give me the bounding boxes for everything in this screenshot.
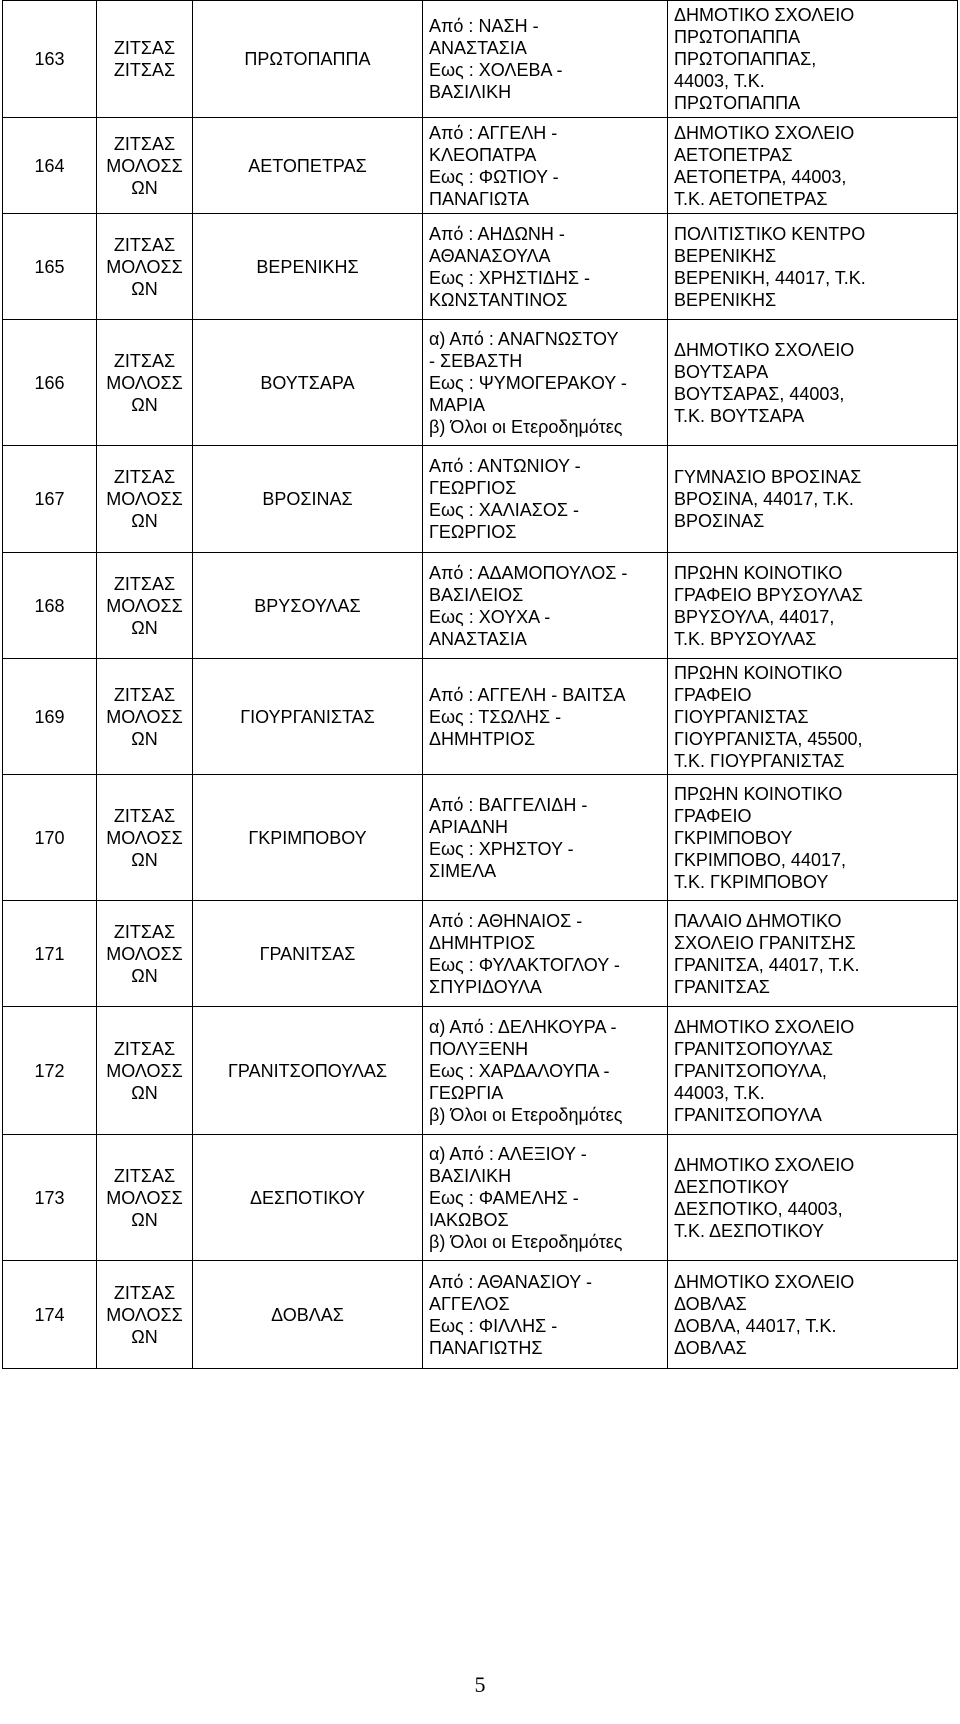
table-row [3,320,958,446]
polling-place-cell: ΠΡΩΗΝ ΚΟΙΝΟΤΙΚΟ ΓΡΑΦΕΙΟ ΓΙΟΥΡΓΑΝΙΣΤΑΣ ΓΙΟΥΡΓΑΝΙΣΤΑ, 45500, Τ.Κ. ΓΙΟΥΡΓΑΝΙΣΤΑΣ [668,659,958,775]
municipality-cell: ΖΙΤΣΑΣ ΜΟΛΟΣΣ ΩΝ [97,1261,193,1369]
table-row [3,1135,958,1261]
area-cell: ΔΕΣΠΟΤΙΚΟΥ [193,1135,423,1261]
polling-place-cell: ΔΗΜΟΤΙΚΟ ΣΧΟΛΕΙΟ ΑΕΤΟΠΕΤΡΑΣ ΑΕΤΟΠΕΤΡΑ, 44003, Τ.Κ. ΑΕΤΟΠΕΤΡΑΣ [668,118,958,214]
voter-range-cell: Από : ΑΝΤΩΝΙΟΥ - ΓΕΩΡΓΙΟΣ Εως : ΧΑΛΙΑΣΟΣ - ΓΕΩΡΓΙΟΣ [423,446,668,553]
area-cell: ΓΡΑΝΙΤΣΟΠΟΥΛΑΣ [193,1007,423,1135]
area-cell: ΔΟΒΛΑΣ [193,1261,423,1369]
station-number-cell: 170 [3,775,97,901]
polling-stations-table [2,0,958,1369]
station-number-cell: 164 [3,118,97,214]
table-row [3,659,958,775]
polling-place-cell: ΔΗΜΟΤΙΚΟ ΣΧΟΛΕΙΟ ΠΡΩΤΟΠΑΠΠΑ ΠΡΩΤΟΠΑΠΠΑΣ, 44003, Τ.Κ. ΠΡΩΤΟΠΑΠΠΑ [668,1,958,118]
table-row [3,901,958,1007]
station-number-cell: 172 [3,1007,97,1135]
station-number-cell: 169 [3,659,97,775]
municipality-cell: ΖΙΤΣΑΣ ΜΟΛΟΣΣ ΩΝ [97,775,193,901]
area-cell: ΓΚΡΙΜΠΟΒΟΥ [193,775,423,901]
municipality-cell: ΖΙΤΣΑΣ ΜΟΛΟΣΣ ΩΝ [97,659,193,775]
station-number-cell: 168 [3,553,97,659]
table-row [3,1,958,118]
polling-place-cell: ΠΟΛΙΤΙΣΤΙΚΟ ΚΕΝΤΡΟ ΒΕΡΕΝΙΚΗΣ ΒΕΡΕΝΙΚΗ, 44017, Τ.Κ. ΒΕΡΕΝΙΚΗΣ [668,214,958,320]
voter-range-cell: Από : ΑΓΓΕΛΗ - ΒΑΙΤΣΑ Εως : ΤΣΩΛΗΣ - ΔΗΜΗΤΡΙΟΣ [423,659,668,775]
polling-place-cell: ΠΡΩΗΝ ΚΟΙΝΟΤΙΚΟ ΓΡΑΦΕΙΟ ΓΚΡΙΜΠΟΒΟΥ ΓΚΡΙΜΠΟΒΟ, 44017, Τ.Κ. ΓΚΡΙΜΠΟΒΟΥ [668,775,958,901]
voter-range-cell: Από : ΑΔΑΜΟΠΟΥΛΟΣ - ΒΑΣΙΛΕΙΟΣ Εως : ΧΟΥΧΑ - ΑΝΑΣΤΑΣΙΑ [423,553,668,659]
area-cell: ΒΡΟΣΙΝΑΣ [193,446,423,553]
polling-place-cell: ΠΡΩΗΝ ΚΟΙΝΟΤΙΚΟ ΓΡΑΦΕΙΟ ΒΡΥΣΟΥΛΑΣ ΒΡΥΣΟΥΛΑ, 44017, Τ.Κ. ΒΡΥΣΟΥΛΑΣ [668,553,958,659]
area-cell: ΓΙΟΥΡΓΑΝΙΣΤΑΣ [193,659,423,775]
voter-range-cell: Από : ΑΘΑΝΑΣΙΟΥ - ΑΓΓΕΛΟΣ Εως : ΦΙΛΛΗΣ - ΠΑΝΑΓΙΩΤΗΣ [423,1261,668,1369]
municipality-cell: ΖΙΤΣΑΣ ΜΟΛΟΣΣ ΩΝ [97,446,193,553]
municipality-cell: ΖΙΤΣΑΣ ΜΟΛΟΣΣ ΩΝ [97,1007,193,1135]
table-row [3,1007,958,1135]
table-row [3,214,958,320]
station-number-cell: 163 [3,1,97,118]
municipality-cell: ΖΙΤΣΑΣ ΜΟΛΟΣΣ ΩΝ [97,118,193,214]
municipality-cell: ΖΙΤΣΑΣ ΜΟΛΟΣΣ ΩΝ [97,553,193,659]
area-cell: ΒΕΡΕΝΙΚΗΣ [193,214,423,320]
voter-range-cell: α) Από : ΑΛΕΞΙΟΥ - ΒΑΣΙΛΙΚΗ Εως : ΦΑΜΕΛΗΣ - ΙΑΚΩΒΟΣ β) Όλοι οι Ετεροδημότες [423,1135,668,1261]
station-number-cell: 165 [3,214,97,320]
polling-place-cell: ΓΥΜΝΑΣΙΟ ΒΡΟΣΙΝΑΣ ΒΡΟΣΙΝΑ, 44017, Τ.Κ. ΒΡΟΣΙΝΑΣ [668,446,958,553]
station-number-cell: 166 [3,320,97,446]
polling-place-cell: ΔΗΜΟΤΙΚΟ ΣΧΟΛΕΙΟ ΔΟΒΛΑΣ ΔΟΒΛΑ, 44017, Τ.Κ. ΔΟΒΛΑΣ [668,1261,958,1369]
voter-range-cell: Από : ΑΓΓΕΛΗ - ΚΛΕΟΠΑΤΡΑ Εως : ΦΩΤΙΟΥ - ΠΑΝΑΓΙΩΤΑ [423,118,668,214]
area-cell: ΑΕΤΟΠΕΤΡΑΣ [193,118,423,214]
table-row [3,446,958,553]
municipality-cell: ΖΙΤΣΑΣ ΜΟΛΟΣΣ ΩΝ [97,320,193,446]
voter-range-cell: Από : ΑΗΔΩΝΗ - ΑΘΑΝΑΣΟΥΛΑ Εως : ΧΡΗΣΤΙΔΗΣ - ΚΩΝΣΤΑΝΤΙΝΟΣ [423,214,668,320]
area-cell: ΒΟΥΤΣΑΡΑ [193,320,423,446]
municipality-cell: ΖΙΤΣΑΣ ΜΟΛΟΣΣ ΩΝ [97,214,193,320]
table-row [3,118,958,214]
municipality-cell: ΖΙΤΣΑΣ ΜΟΛΟΣΣ ΩΝ [97,901,193,1007]
voter-range-cell: Από : ΑΘΗΝΑΙΟΣ - ΔΗΜΗΤΡΙΟΣ Εως : ΦΥΛΑΚΤΟΓΛΟΥ - ΣΠΥΡΙΔΟΥΛΑ [423,901,668,1007]
table-row [3,553,958,659]
voter-range-cell: Από : ΒΑΓΓΕΛΙΔΗ - ΑΡΙΑΔΝΗ Εως : ΧΡΗΣΤΟΥ - ΣΙΜΕΛΑ [423,775,668,901]
table-row [3,1261,958,1369]
municipality-cell: ΖΙΤΣΑΣ ΜΟΛΟΣΣ ΩΝ [97,1135,193,1261]
station-number-cell: 174 [3,1261,97,1369]
area-cell: ΓΡΑΝΙΤΣΑΣ [193,901,423,1007]
polling-place-cell: ΔΗΜΟΤΙΚΟ ΣΧΟΛΕΙΟ ΓΡΑΝΙΤΣΟΠΟΥΛΑΣ ΓΡΑΝΙΤΣΟΠΟΥΛΑ, 44003, Τ.Κ. ΓΡΑΝΙΤΣΟΠΟΥΛΑ [668,1007,958,1135]
area-cell: ΒΡΥΣΟΥΛΑΣ [193,553,423,659]
table-row [3,775,958,901]
page-number: 5 [474,1672,486,1697]
voter-range-cell: Από : ΝΑΣΗ - ΑΝΑΣΤΑΣΙΑ Εως : ΧΟΛΕΒΑ - ΒΑΣΙΛΙΚΗ [423,1,668,118]
polling-place-cell: ΠΑΛΑΙΟ ΔΗΜΟΤΙΚΟ ΣΧΟΛΕΙΟ ΓΡΑΝΙΤΣΗΣ ΓΡΑΝΙΤΣΑ, 44017, Τ.Κ. ΓΡΑΝΙΤΣΑΣ [668,901,958,1007]
station-number-cell: 167 [3,446,97,553]
area-cell: ΠΡΩΤΟΠΑΠΠΑ [193,1,423,118]
station-number-cell: 171 [3,901,97,1007]
municipality-cell: ΖΙΤΣΑΣ ΖΙΤΣΑΣ [97,1,193,118]
table-body [3,1,958,1369]
polling-place-cell: ΔΗΜΟΤΙΚΟ ΣΧΟΛΕΙΟ ΔΕΣΠΟΤΙΚΟΥ ΔΕΣΠΟΤΙΚΟ, 44003, Τ.Κ. ΔΕΣΠΟΤΙΚΟΥ [668,1135,958,1261]
station-number-cell: 173 [3,1135,97,1261]
voter-range-cell: α) Από : ΔΕΛΗΚΟΥΡΑ - ΠΟΛΥΞΕΝΗ Εως : ΧΑΡΔΑΛΟΥΠΑ - ΓΕΩΡΓΙΑ β) Όλοι οι Ετεροδημότες [423,1007,668,1135]
voter-range-cell: α) Από : ΑΝΑΓΝΩΣΤΟΥ - ΣΕΒΑΣΤΗ Εως : ΨΥΜΟΓΕΡΑΚΟΥ - ΜΑΡΙΑ β) Όλοι οι Ετεροδημότες [423,320,668,446]
polling-place-cell: ΔΗΜΟΤΙΚΟ ΣΧΟΛΕΙΟ ΒΟΥΤΣΑΡΑ ΒΟΥΤΣΑΡΑΣ, 44003, Τ.Κ. ΒΟΥΤΣΑΡΑ [668,320,958,446]
